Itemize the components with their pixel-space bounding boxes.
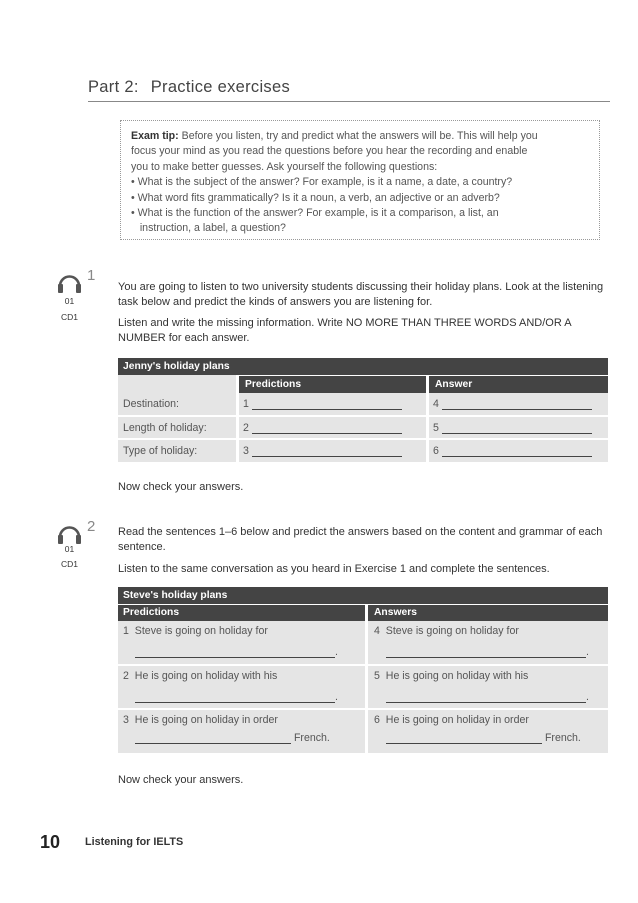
prediction-sentence-3[interactable]: 3 He is going on holiday in order French.: [118, 709, 367, 753]
exam-tip-line: Before you listen, try and predict what the answers will be. This will help you: [178, 130, 538, 142]
column-header-predictions: Predictions: [238, 375, 428, 393]
cd-label: CD1: [60, 559, 78, 569]
steve-holiday-table: [118, 587, 608, 753]
exercise-2-intro: Read the sentences 1–6 below and predict the answers based on the content and grammar of each sentence.: [118, 526, 603, 554]
row-label: Type of holiday:: [118, 439, 238, 462]
exercise-1-instruction: Listen and write the missing information. Write NO MORE THAN THREE WORDS AND/OR A NUMBER for each answer.: [118, 317, 571, 345]
row-label: Destination:: [118, 393, 238, 416]
exam-tip-bullet: • What word fits grammatically? Is it a noun, a verb, an adjective or an adverb?: [131, 191, 500, 204]
prediction-blank-2[interactable]: 2: [238, 416, 428, 439]
table-title: Steve's holiday plans: [123, 589, 228, 601]
exercise-number: 1: [87, 267, 96, 284]
answer-blank-5[interactable]: 5: [428, 416, 609, 439]
track-number: 01: [64, 544, 75, 554]
answer-blank-4[interactable]: 4: [428, 393, 609, 416]
prediction-blank-3[interactable]: 3: [238, 439, 428, 462]
part-label: Part 2:: [88, 78, 139, 96]
exam-tip-line: focus your mind as you read the questions before you hear the recording and enable: [131, 145, 528, 158]
exercise-number: 2: [87, 518, 96, 535]
section-title: Practice exercises: [150, 78, 290, 96]
exam-tip-label: Exam tip:: [131, 130, 179, 142]
page-number: 10: [40, 832, 61, 852]
column-header-answer: Answer: [428, 375, 609, 393]
exam-tip-line: you to make better guesses. Ask yourself the following questions:: [131, 160, 438, 173]
exam-tip-line: instruction, a label, a question?: [131, 222, 286, 235]
prediction-sentence-1[interactable]: 1 Steve is going on holiday for .: [118, 621, 367, 665]
exercise-2-check: Now check your answers.: [118, 774, 244, 786]
answer-blank-6[interactable]: 6: [428, 439, 609, 462]
track-number: 01: [64, 296, 75, 306]
jenny-holiday-table: [118, 358, 608, 462]
exam-tip-bullet: • What is the function of the answer? For example, is it a comparison, a list, an: [131, 207, 499, 220]
exam-tip-bullet: • What is the subject of the answer? For example, is it a name, a date, a country?: [131, 176, 513, 189]
column-header-answers: Answers: [367, 604, 609, 621]
prediction-sentence-2[interactable]: 2 He is going on holiday with his .: [118, 665, 367, 709]
headphones-icon: [56, 523, 83, 545]
answer-sentence-6[interactable]: 6 He is going on holiday in order French.: [367, 709, 609, 753]
column-header-predictions: Predictions: [118, 604, 367, 621]
exercise-1-intro: You are going to listen to two university students discussing their holiday plans. Look at the listening task below and predict the kinds of answers you are listening for.: [118, 281, 604, 309]
book-title: Listening for IELTS: [85, 836, 184, 848]
answer-sentence-5[interactable]: 5 He is going on holiday with his .: [367, 665, 609, 709]
headphones-icon: [56, 272, 83, 294]
exam-tip-box: [120, 120, 600, 240]
row-label: Length of holiday:: [118, 416, 238, 439]
exercise-2-instruction: Listen to the same conversation as you heard in Exercise 1 and complete the sentences.: [118, 563, 550, 575]
answer-sentence-4[interactable]: 4 Steve is going on holiday for .: [367, 621, 609, 665]
page-title: [88, 78, 290, 97]
exercise-1-check: Now check your answers.: [118, 481, 244, 493]
table-title: Jenny's holiday plans: [123, 360, 230, 372]
cd-label: CD1: [60, 312, 78, 322]
title-rule: [88, 101, 610, 102]
prediction-blank-1[interactable]: 1: [238, 393, 428, 416]
